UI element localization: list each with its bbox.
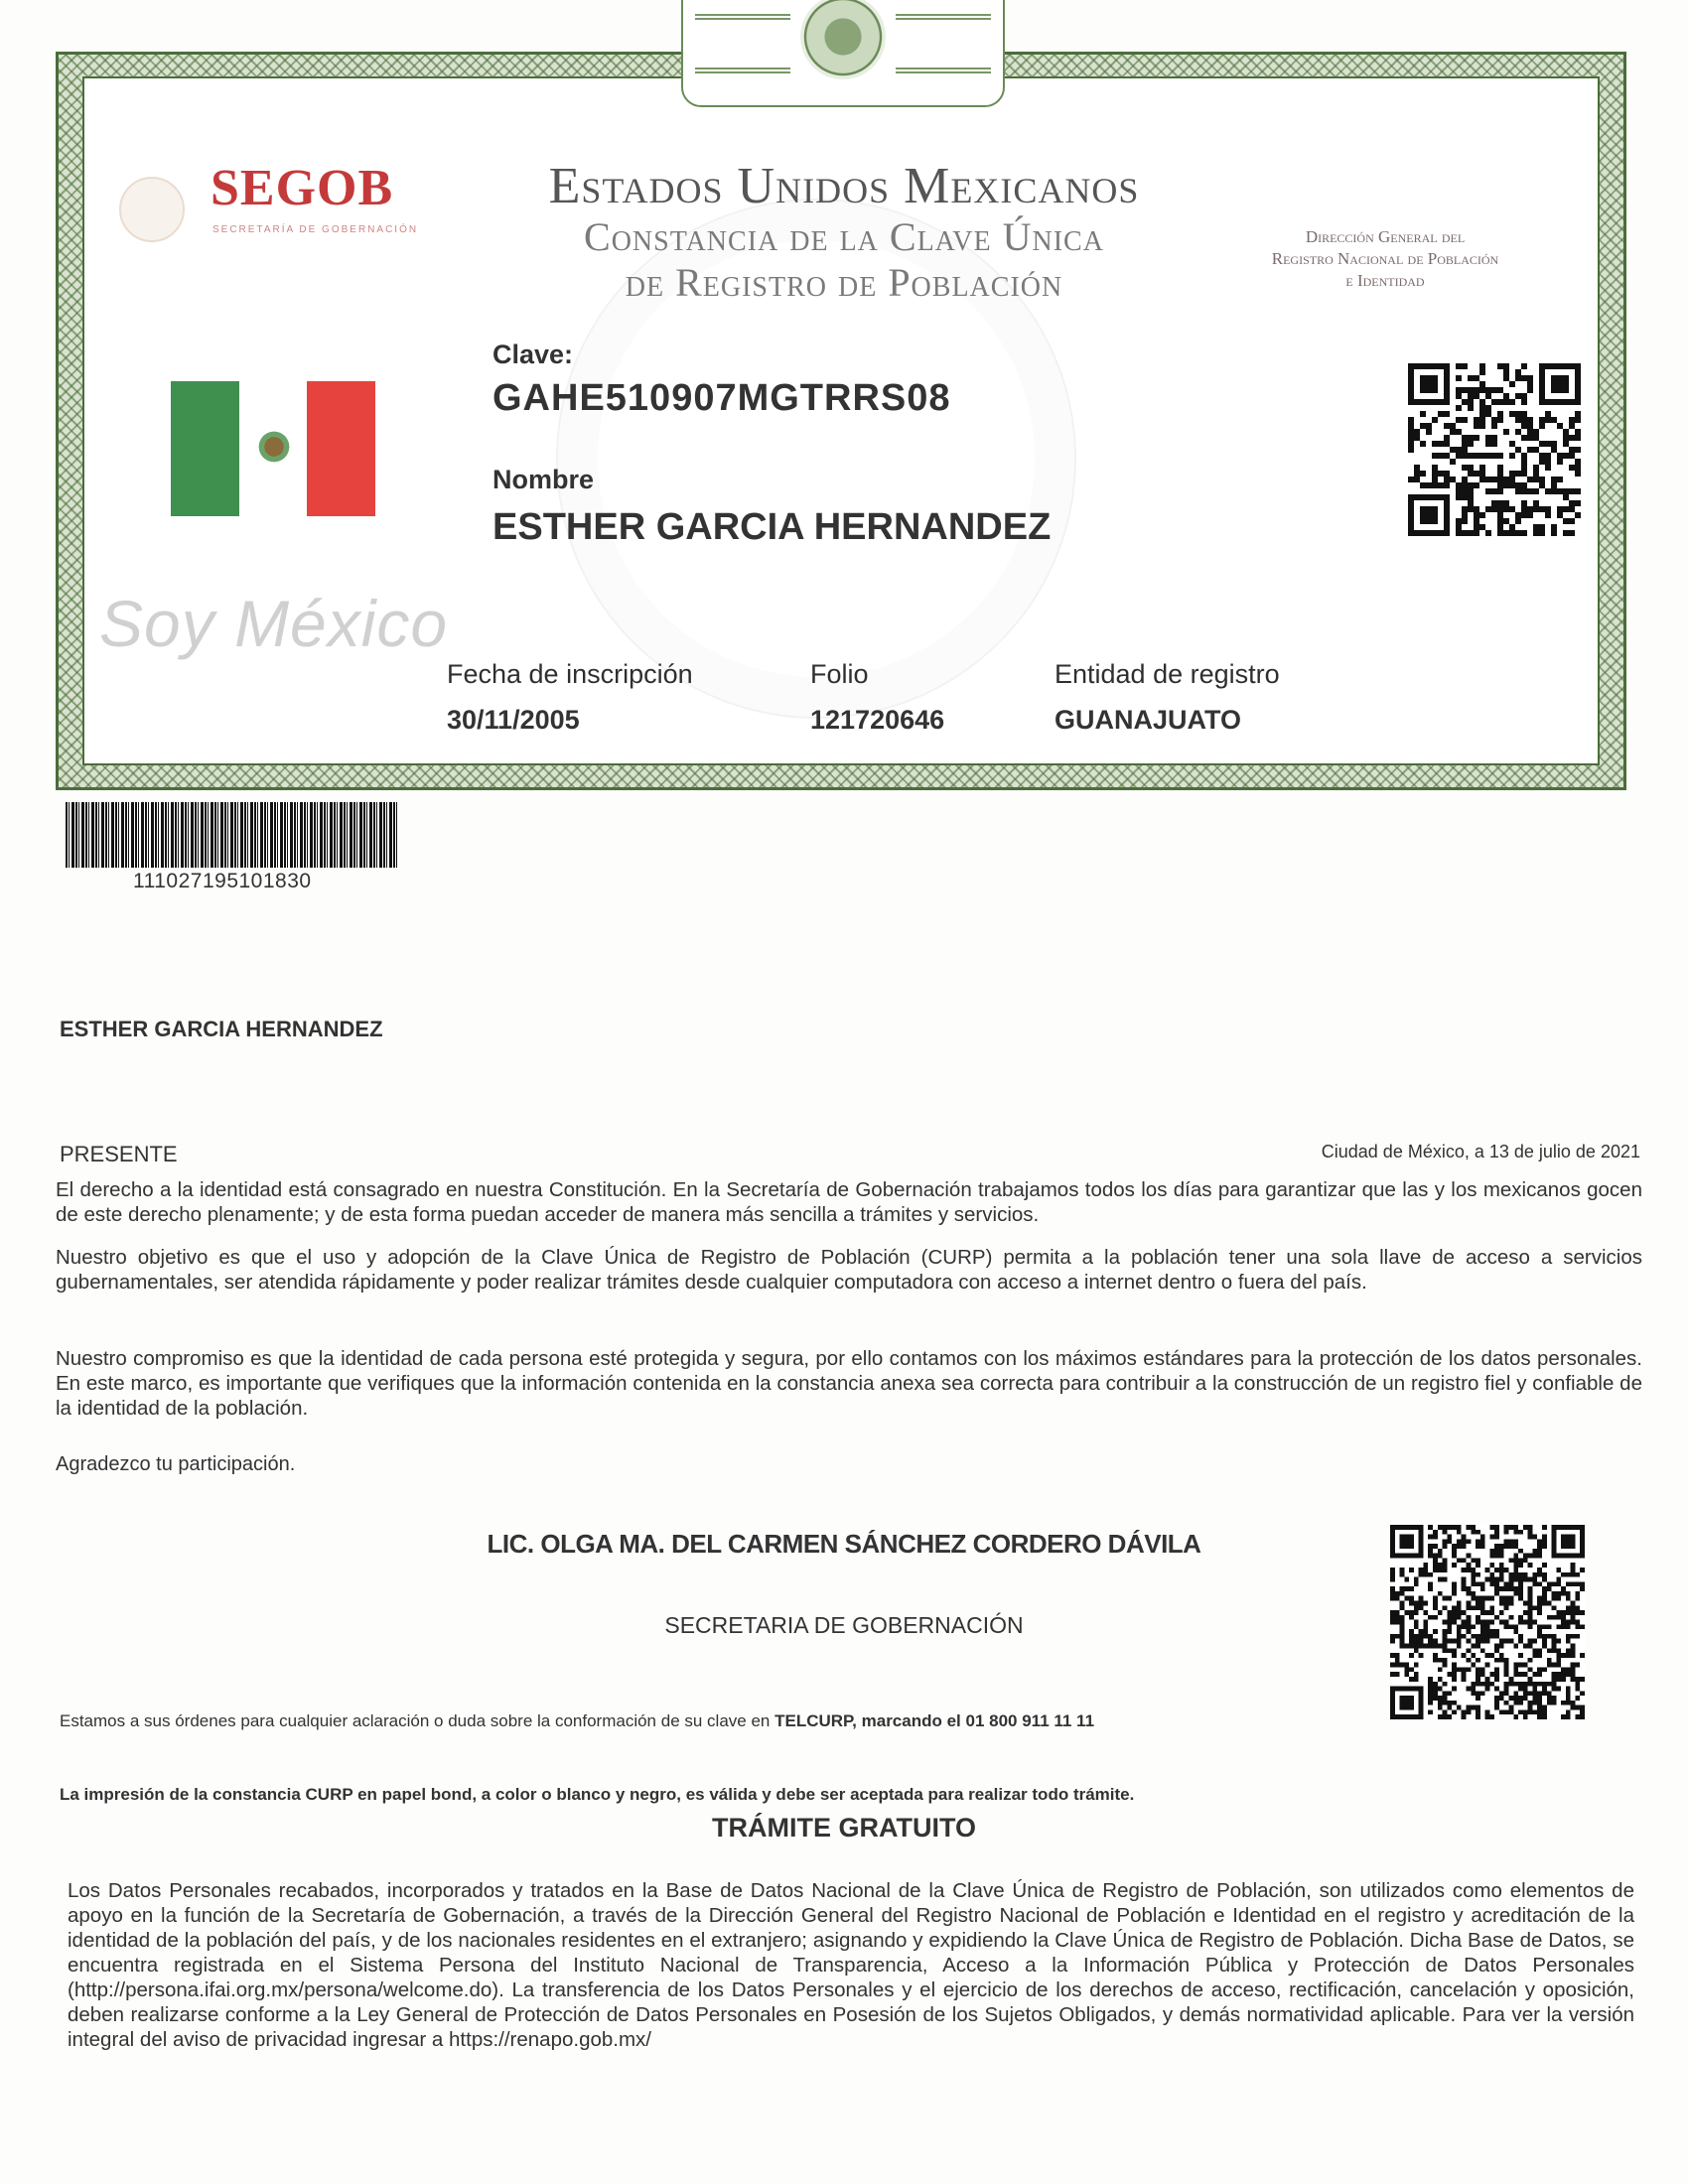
folio-value: 121720646 [810, 705, 945, 735]
document-title: Estados Unidos Mexicanos [548, 158, 1140, 214]
subtitle-line-2: de Registro de Población [625, 260, 1063, 305]
free-procedure-notice: TRÁMITE GRATUITO [712, 1813, 976, 1843]
document-subtitle [427, 214, 1261, 306]
eagle-seal-icon [800, 0, 886, 79]
qr-code-icon [1390, 1525, 1585, 1719]
letter-paragraph-2: Nuestro objetivo es que el uso y adopción de la Clave Única de Registro de Población (CURP) permita a la población tener una sola llave de acceso a servicios gubernamentales, ser atendida rápidamente y poder realizar trámites desde cualquier computadora con acceso a internet dentro o fuera del país. [56, 1246, 1642, 1294]
letter-paragraph-1: El derecho a la identidad está consagrado en nuestra Constitución. En la Secretaría de Gobernación trabajamos todos los días para garantizar que las y los mexicanos gocen de este derecho plenamente; y de esta forma puedan acceder de manera más sencilla a trámites y servicios. [56, 1178, 1642, 1226]
flag-green-band [171, 381, 239, 516]
national-coat-of-arms-icon [681, 0, 1005, 107]
signer-title: SECRETARIA DE GOBERNACIÓN [664, 1612, 1024, 1638]
privacy-notice: Los Datos Personales recabados, incorporados y tratados en la Base de Datos Nacional de la Clave Única de Registro de Población, son utilizados como elementos de apoyo en la función de la Secretaría de Gobernación, a través de la Dirección General del Registro Nacional de Población e Identidad en el registro y acreditación de la identidad de la población del país, y de los nacionales residentes en el extranjero; asignando y expidiendo la Clave Única de Registro de Población. Dicha Base de Datos, se encuentra registrada en el Sistema Persona del Instituto Nacional de Transparencia, Acceso a la Información Pública y Protección de Datos Personales (http://persona.ifai.org.mx/persona/welcome.do). La transferencia de los Datos Personales y el ejercicio de los derechos de acceso, rectificación, cancelación y oposición, deben realizarse conforme a la Ley General de Protección de Datos Personales en Posesión de los Sujetos Obligados, y demás normatividad aplicable. Para ver la versión integral del aviso de privacidad ingresar a https://renapo.gob.mx/ [68, 1879, 1634, 2051]
barcode-icon [66, 802, 397, 868]
letter-paragraph-3: Nuestro compromiso es que la identidad de cada persona esté protegida y segura, por ello contamos con los máximos estándares para la protección de los datos personales. En este marco, es importante que verifiques que la información contenida en la constancia anexa sea correcta para contribuir a la construcción de un registro fiel y confiable de la identidad de la población. [56, 1347, 1642, 1420]
issuing-office [1221, 226, 1549, 292]
presente-salutation: PRESENTE [60, 1142, 178, 1166]
nombre-label: Nombre [492, 465, 595, 494]
signer-name: LIC. OLGA MA. DEL CARMEN SÁNCHEZ CORDERO DÁVILA [487, 1529, 1201, 1559]
barcode-number: 111027195101830 [133, 870, 312, 892]
fecha-inscripcion-value: 30/11/2005 [447, 705, 580, 735]
flag-emblem-icon [255, 427, 293, 467]
segob-logo [79, 159, 457, 288]
subtitle-line-1: Constancia de la Clave Única [584, 214, 1104, 259]
fecha-inscripcion-label: Fecha de inscripción [447, 659, 693, 689]
soy-mexico-watermark: Soy México [99, 587, 449, 660]
nombre-value: ESTHER GARCIA HERNANDEZ [492, 506, 1052, 548]
segob-seal-icon [119, 177, 185, 242]
letter-place-date: Ciudad de México, a 13 de julio de 2021 [1321, 1142, 1640, 1161]
issuing-office-line-2: Registro Nacional de Población [1271, 249, 1499, 268]
contact-text: Estamos a sus órdenes para cualquier aclaración o duda sobre la conformación de su clave en [60, 1711, 775, 1730]
issuing-office-line-1: Dirección General del [1305, 227, 1466, 246]
flag-white-band [239, 381, 308, 516]
contact-phone: TELCURP, marcando el 01 800 911 11 11 [774, 1711, 1095, 1730]
entidad-registro-label: Entidad de registro [1055, 659, 1280, 689]
letter-recipient: ESTHER GARCIA HERNANDEZ [60, 1017, 383, 1041]
clave-label: Clave: [492, 340, 574, 369]
mexican-flag-icon [171, 381, 375, 516]
qr-code-icon [1408, 363, 1581, 536]
flag-red-band [307, 381, 375, 516]
segob-wordmark: SEGOB [211, 160, 394, 216]
entidad-registro-value: GUANAJUATO [1055, 705, 1242, 735]
issuing-office-line-3: e Identidad [1345, 271, 1425, 290]
validity-notice: La impresión de la constancia CURP en papel bond, a color o blanco y negro, es válida y debe ser aceptada para realizar todo trámite. [60, 1785, 1135, 1804]
contact-line [60, 1711, 1094, 1731]
clave-value: GAHE510907MGTRRS08 [492, 377, 951, 419]
letter-thanks: Agradezco tu participación. [56, 1453, 296, 1475]
crest-ornament-right [896, 14, 991, 73]
segob-tagline: SECRETARÍA DE GOBERNACIÓN [212, 224, 419, 235]
crest-ornament-left [695, 14, 790, 73]
folio-label: Folio [810, 659, 869, 689]
